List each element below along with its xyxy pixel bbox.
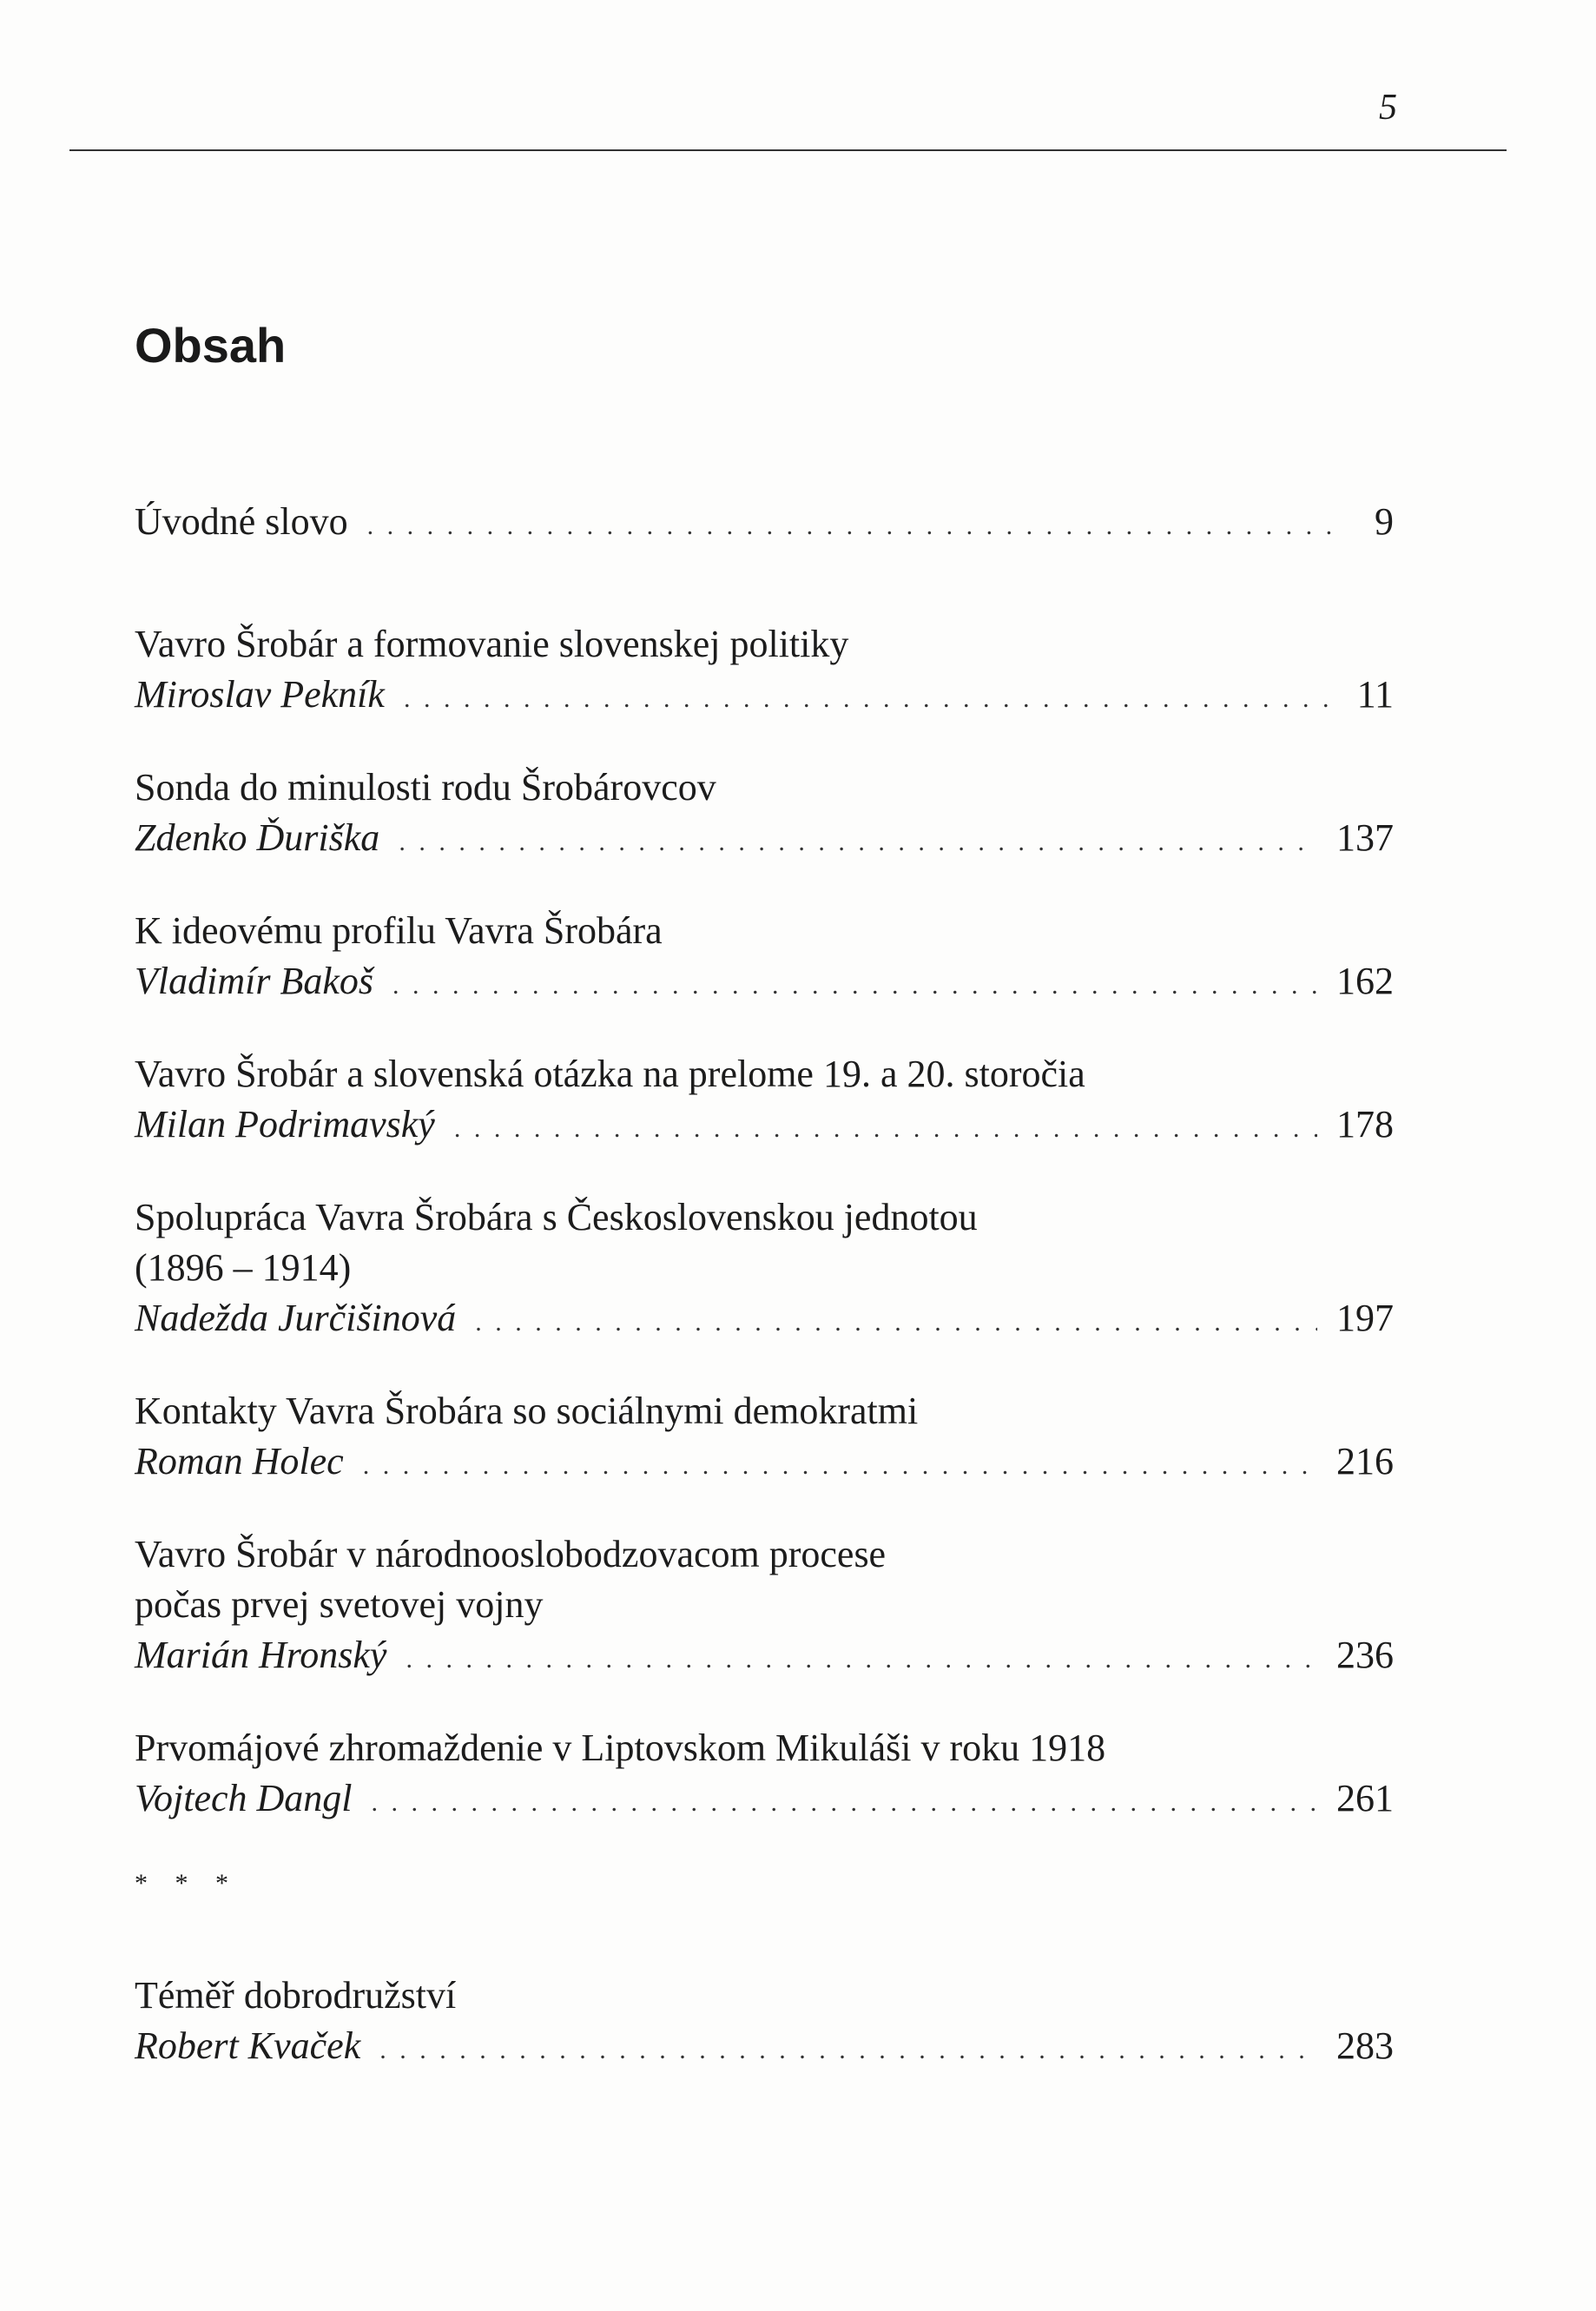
header-rule — [69, 149, 1507, 151]
toc-entry — [135, 1049, 1394, 1154]
toc-entry-row — [135, 1436, 1394, 1491]
toc-entry-title-continued: počas prvej svetovej vojny — [135, 1583, 544, 1626]
toc-entry — [135, 763, 1394, 868]
toc-entry-author: Zdenko Ďuriška — [135, 816, 380, 859]
toc-entry — [135, 1386, 1394, 1491]
toc-entry-row — [135, 1630, 1394, 1685]
toc-entry-author: Marián Hronský — [135, 1634, 387, 1676]
toc-entry-author: Nadežda Jurčišinová — [135, 1297, 457, 1339]
dot-leader — [379, 2025, 1317, 2076]
dot-leader — [367, 501, 1340, 551]
dot-leader — [392, 961, 1317, 1011]
toc-entry-page: 236 — [1336, 1634, 1394, 1676]
toc-entry-title: Sonda do minulosti rodu Šrobárovcov — [135, 766, 716, 809]
toc-entry-title: Úvodné slovo — [135, 500, 348, 543]
toc-entry-row — [135, 813, 1394, 868]
toc-entry-row — [135, 497, 1394, 551]
toc-entry-title-continued: (1896 – 1914) — [135, 1246, 352, 1289]
toc-entry-row — [135, 1099, 1394, 1154]
dot-leader — [399, 817, 1317, 868]
toc-entry-page: 216 — [1336, 1440, 1394, 1482]
table-of-contents — [135, 497, 1394, 2114]
toc-entry — [135, 1723, 1394, 1828]
toc-entry-page: 162 — [1336, 960, 1394, 1002]
dot-leader — [406, 1634, 1317, 1685]
toc-entry-page: 261 — [1336, 1777, 1394, 1819]
toc-entry-title: Prvomájové zhromaždenie v Liptovskom Mikuláši v roku 1918 — [135, 1727, 1106, 1769]
toc-entry-author: Vojtech Dangl — [135, 1777, 353, 1819]
toc-entry-page: 283 — [1336, 2024, 1394, 2067]
dot-leader — [372, 1778, 1317, 1828]
toc-entry-intro — [135, 497, 1394, 551]
toc-entry-author: Miroslav Pekník — [135, 673, 385, 716]
toc-entry — [135, 1529, 1394, 1685]
toc-heading: Obsah — [135, 318, 287, 373]
dot-leader — [454, 1104, 1317, 1154]
toc-entry-title: Téměř dobrodružství — [135, 1974, 457, 2017]
toc-entry-page: 178 — [1336, 1103, 1394, 1146]
toc-entry — [135, 906, 1394, 1011]
toc-entry — [135, 1192, 1394, 1348]
toc-entry — [135, 619, 1394, 724]
toc-entry-author: Milan Podrimavský — [135, 1103, 435, 1146]
toc-entry-row — [135, 2021, 1394, 2076]
toc-entry-row — [135, 1773, 1394, 1828]
toc-entry-title: Spolupráca Vavra Šrobára s Československou jednotou — [135, 1196, 978, 1238]
toc-entry-title: Vavro Šrobár a slovenská otázka na prelome 19. a 20. storočia — [135, 1053, 1085, 1095]
page-number: 5 — [1379, 88, 1397, 128]
dot-leader — [475, 1297, 1317, 1348]
toc-entry-appendix — [135, 1971, 1394, 2076]
toc-entry-author: Roman Holec — [135, 1440, 344, 1482]
toc-entry-title: K ideovému profilu Vavra Šrobára — [135, 909, 663, 952]
toc-entry-title: Vavro Šrobár v národnooslobodzovacom procese — [135, 1533, 887, 1575]
dot-leader — [363, 1441, 1317, 1491]
toc-entry-author: Robert Kvaček — [135, 2024, 361, 2067]
toc-entry-title: Kontakty Vavra Šrobára so sociálnymi demokratmi — [135, 1390, 919, 1432]
toc-entry-row — [135, 670, 1394, 724]
toc-entry-page: 11 — [1356, 673, 1394, 716]
toc-entry-row — [135, 956, 1394, 1011]
section-separator: * * * — [135, 1869, 239, 1898]
toc-entry-page: 9 — [1375, 500, 1394, 543]
toc-entry-row — [135, 1293, 1394, 1348]
toc-entry-page: 197 — [1336, 1297, 1394, 1339]
dot-leader — [404, 674, 1338, 724]
toc-entry-title: Vavro Šrobár a formovanie slovenskej politiky — [135, 623, 849, 665]
toc-entry-page: 137 — [1336, 816, 1394, 859]
toc-entry-author: Vladimír Bakoš — [135, 960, 373, 1002]
